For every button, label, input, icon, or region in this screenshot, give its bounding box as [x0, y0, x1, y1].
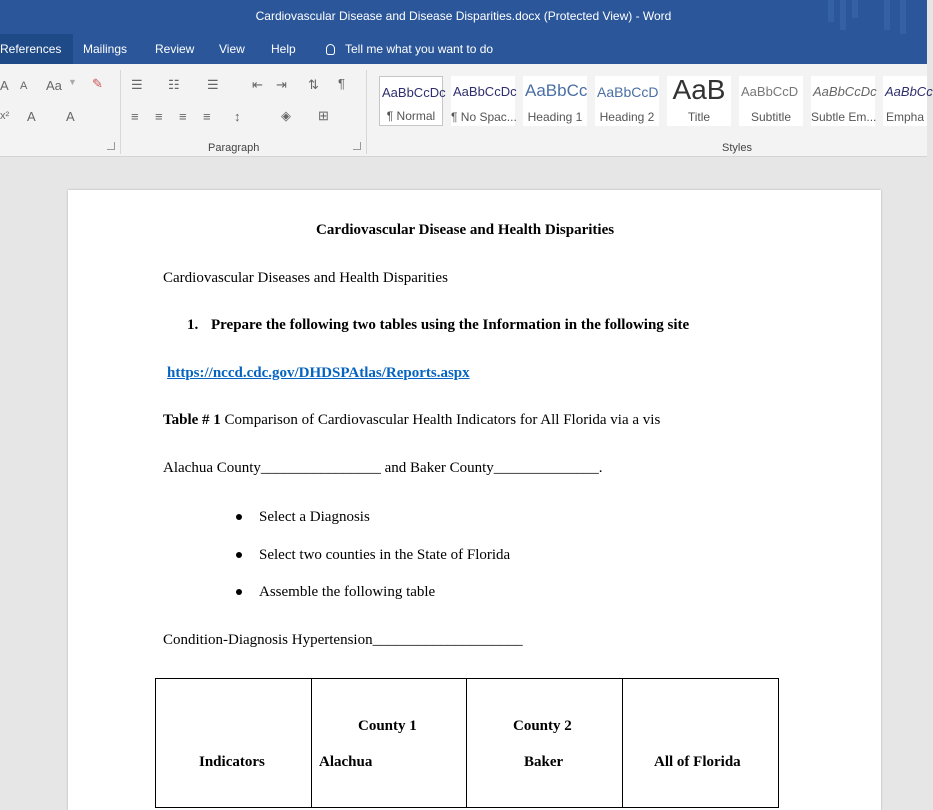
header-alachua: Alachua — [319, 754, 373, 770]
paragraph-group-label: Paragraph — [208, 142, 260, 154]
style-name: Empha — [885, 110, 925, 124]
table1-label: Table # 1 — [163, 412, 221, 428]
window-title: Cardiovascular Disease and Disease Disparities.docx (Protected View) - Word — [255, 9, 672, 23]
shading-icon[interactable]: ◈ — [281, 108, 291, 123]
style-preview: AaBbCc — [525, 81, 588, 100]
title-decoration — [840, 0, 846, 30]
table-column-divider — [622, 679, 623, 807]
tab-help[interactable]: Help — [271, 42, 296, 56]
bullet-icon — [236, 514, 242, 520]
clear-formatting-icon[interactable]: ✎ — [92, 76, 103, 91]
title-decoration — [900, 0, 906, 34]
document-subheading: Cardiovascular Diseases and Health Disparities — [163, 270, 448, 286]
indicators-table — [155, 678, 779, 808]
tell-me-text: Tell me what you want to do — [345, 42, 494, 56]
style-preview: AaB — [672, 74, 726, 105]
ribbon-separator — [120, 70, 121, 154]
style-name: Title — [687, 110, 711, 124]
style-name: Heading 2 — [599, 110, 655, 124]
counties-line: Alachua County________________ and Baker County______________. — [163, 460, 603, 476]
change-case-button[interactable]: Aa — [46, 78, 62, 93]
style-name: Heading 1 — [527, 110, 583, 124]
tab-references[interactable]: References — [0, 34, 73, 64]
superscript-button[interactable]: x² — [0, 110, 10, 122]
justify-icon[interactable]: ≡ — [203, 109, 211, 124]
tab-review[interactable]: Review — [155, 42, 195, 56]
style-name: ¶ Normal — [386, 109, 436, 123]
title-decoration — [852, 0, 858, 18]
document-heading: Cardiovascular Disease and Health Disparities — [316, 222, 615, 238]
header-county-2: County 2 — [513, 718, 572, 734]
bullets-icon[interactable]: ☰ — [131, 77, 143, 92]
bullet-icon — [236, 552, 242, 558]
bullet-icon — [236, 589, 242, 595]
ribbon-separator — [366, 70, 367, 154]
align-right-icon[interactable]: ≡ — [179, 109, 187, 124]
style-normal[interactable] — [379, 76, 446, 126]
grow-font-button[interactable]: A — [0, 78, 9, 93]
style-preview: AaBbCcD — [597, 84, 659, 100]
style-no-spacing[interactable] — [451, 76, 515, 126]
show-formatting-marks-icon[interactable]: ¶ — [338, 76, 345, 91]
table-column-divider — [311, 679, 312, 807]
lightbulb-icon — [326, 44, 335, 55]
title-decoration — [828, 0, 834, 22]
cdc-link[interactable]: https://nccd.cdc.gov/DHDSPAtlas/Reports.aspx — [167, 365, 470, 381]
style-preview: AaBbCcDc — [453, 84, 517, 99]
table1-description: Comparison of Cardiovascular Health Indicators for All Florida via a vis — [220, 412, 661, 428]
list-number: 1. — [187, 317, 199, 333]
numbering-icon[interactable]: ☷ — [168, 77, 180, 92]
borders-icon[interactable]: ⊞ — [318, 108, 329, 123]
bullet-item: Select a Diagnosis — [259, 509, 370, 525]
style-name: ¶ No Spac... — [451, 110, 517, 124]
bullet-item: Select two counties in the State of Florida — [259, 547, 511, 563]
paragraph-dialog-launcher-icon[interactable] — [353, 142, 361, 150]
style-subtitle[interactable] — [739, 76, 803, 126]
ribbon-tabs — [0, 34, 927, 64]
tab-view[interactable]: View — [219, 42, 245, 56]
style-name: Subtle Em... — [811, 110, 877, 124]
header-all-florida: All of Florida — [654, 754, 741, 770]
style-preview: AaBbCcDc — [382, 85, 446, 100]
style-preview: AaBbCcDc — [813, 84, 877, 99]
header-indicators: Indicators — [199, 754, 265, 770]
chevron-down-icon[interactable]: ▼ — [68, 77, 77, 87]
tell-me-box[interactable] — [326, 34, 493, 64]
align-left-icon[interactable]: ≡ — [131, 109, 139, 124]
header-county-1: County 1 — [358, 718, 417, 734]
align-center-icon[interactable]: ≡ — [155, 109, 163, 124]
shrink-font-button[interactable]: A — [20, 80, 28, 92]
increase-indent-icon[interactable]: ⇥ — [276, 77, 287, 92]
line-spacing-icon[interactable]: ↕ — [234, 109, 241, 124]
tab-mailings[interactable]: Mailings — [83, 42, 128, 56]
style-name: Subtitle — [750, 110, 792, 124]
style-preview: AaBbCcD — [741, 84, 799, 99]
style-preview: AaBbCc — [885, 84, 933, 99]
style-title[interactable] — [667, 76, 731, 126]
font-color-button[interactable]: A — [66, 109, 75, 124]
style-heading-2[interactable] — [595, 76, 659, 126]
ribbon — [0, 64, 933, 157]
styles-group-label: Styles — [722, 142, 752, 154]
style-subtle-emphasis[interactable] — [811, 76, 875, 126]
multilevel-list-icon[interactable]: ☰ — [207, 77, 219, 92]
style-heading-1[interactable] — [523, 76, 587, 126]
sort-icon[interactable]: ⇅ — [308, 77, 319, 92]
text-effects-button[interactable]: A — [27, 109, 36, 124]
font-dialog-launcher-icon[interactable] — [107, 142, 115, 150]
style-emphasis[interactable] — [883, 76, 933, 126]
bullet-item: Assemble the following table — [259, 584, 436, 600]
table1-caption — [163, 412, 660, 429]
header-baker: Baker — [524, 754, 564, 770]
table-column-divider — [466, 679, 467, 807]
condition-line: Condition-Diagnosis Hypertension____________________ — [163, 632, 523, 648]
title-bar — [0, 0, 927, 34]
decrease-indent-icon[interactable]: ⇤ — [252, 77, 263, 92]
title-decoration — [884, 0, 890, 30]
list-item-text: Prepare the following two tables using the Information in the following site — [211, 317, 690, 333]
